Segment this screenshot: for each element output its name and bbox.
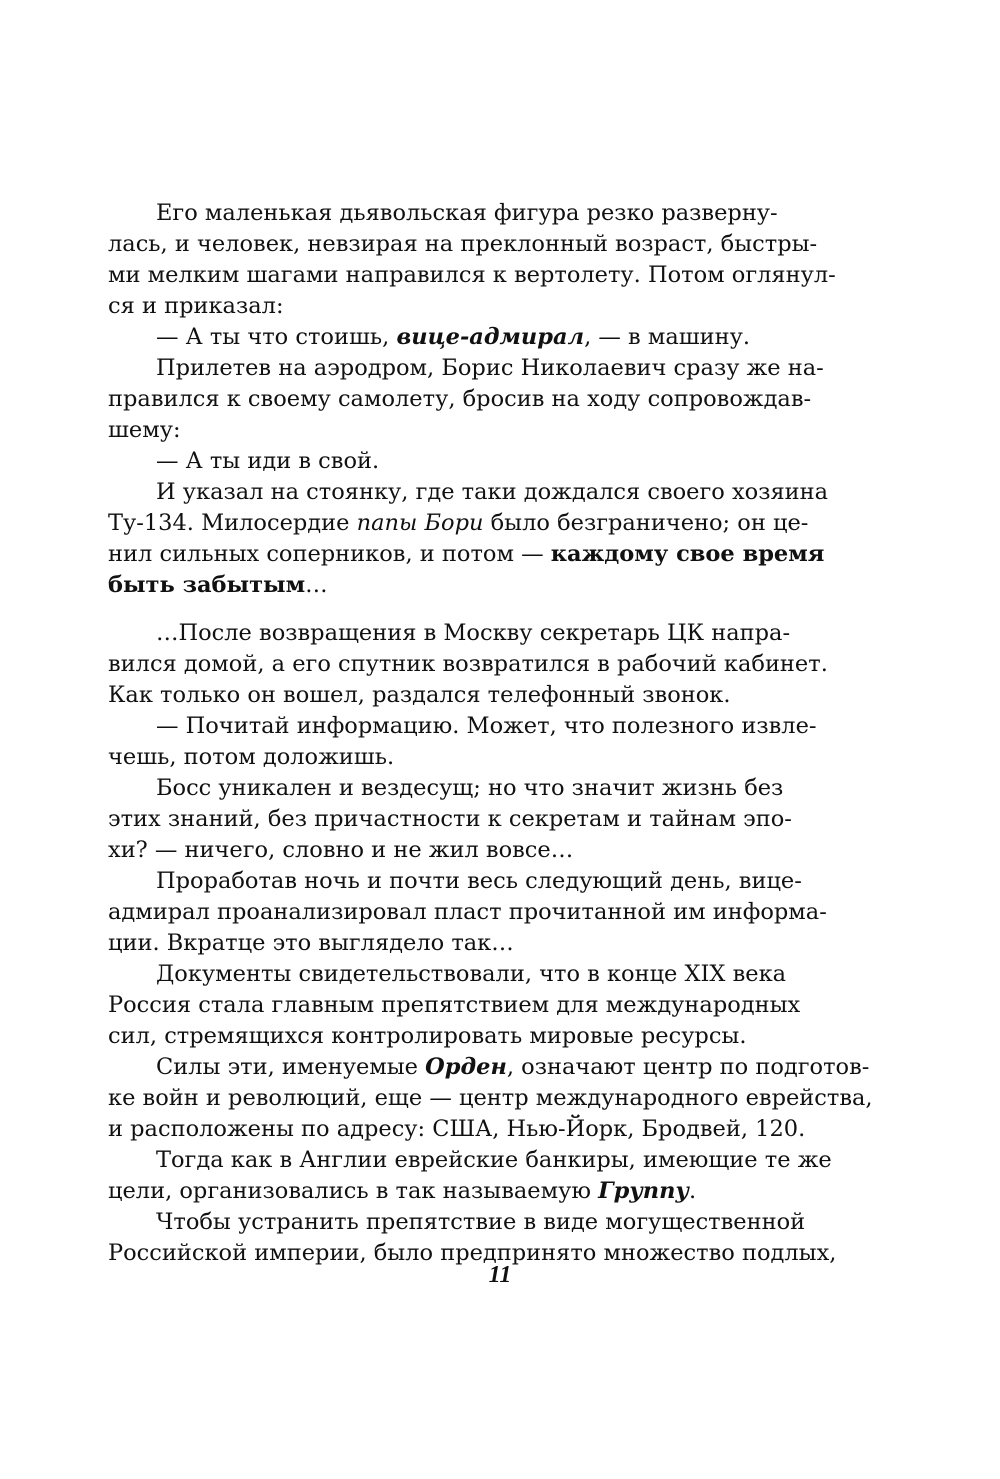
text-line: …После возвращения в Москву секретарь ЦК напра- bbox=[156, 620, 791, 646]
paragraph bbox=[108, 1052, 873, 1145]
paragraph bbox=[108, 711, 817, 773]
text-line bbox=[108, 1176, 748, 1207]
text-fragment: было безграничено; он це- bbox=[483, 510, 809, 536]
text-line: шему: bbox=[108, 417, 181, 443]
text-line: вился домой, а его спутник возвратился в рабочий кабинет. bbox=[108, 651, 828, 677]
text-line bbox=[108, 539, 825, 570]
text-fragment: цели, организовались в так называемую bbox=[108, 1178, 599, 1204]
paragraph bbox=[108, 322, 751, 353]
page-number: 11 bbox=[488, 1262, 512, 1288]
text-section-1 bbox=[108, 198, 836, 601]
text-line: Прилетев на аэродром, Борис Николаевич сразу же на- bbox=[156, 355, 824, 381]
text-line: этих знаний, без причастности к секретам и тайнам эпо- bbox=[108, 806, 792, 832]
text-line: Босс уникален и вездесущ; но что значит жизнь без bbox=[156, 775, 784, 801]
bold-text: каждому свое время bbox=[550, 541, 825, 567]
text-fragment: Ту-134. Милосердие bbox=[108, 510, 357, 536]
text-fragment: . bbox=[688, 1178, 697, 1204]
text-fragment: , — в машину. bbox=[584, 324, 751, 350]
text-line: И указал на стоянку, где таки дождался своего хозяина bbox=[156, 479, 829, 505]
text-line: Документы свидетельствовали, что в конце XIX века bbox=[156, 961, 787, 987]
paragraph bbox=[108, 1145, 832, 1207]
text-line: Российской империи, было предпринято множество подлых, bbox=[108, 1240, 837, 1266]
paragraph bbox=[108, 618, 828, 711]
text-fragment: нил сильных соперников, и потом — bbox=[108, 541, 551, 567]
paragraph bbox=[108, 477, 829, 601]
text-line: правился к своему самолету, бросив на ходу сопровождав- bbox=[108, 386, 812, 412]
text-line: ке войн и революций, еще — центр международного еврейства, bbox=[108, 1085, 873, 1111]
text-line: ся и приказал: bbox=[108, 293, 284, 319]
text-fragment: Силы эти, именуемые bbox=[156, 1054, 426, 1080]
paragraph bbox=[108, 1207, 837, 1269]
emphasis-text: вице-адмирал bbox=[396, 324, 585, 350]
text-line bbox=[108, 508, 809, 539]
paragraph bbox=[108, 773, 792, 866]
text-line: Тогда как в Англии еврейские банкиры, имеющие те же bbox=[156, 1147, 832, 1173]
text-line: лась, и человек, невзирая на преклонный возраст, быстры- bbox=[108, 231, 818, 257]
text-line bbox=[108, 1052, 870, 1083]
text-line: Чтобы устранить препятствие в виде могущественной bbox=[156, 1209, 806, 1235]
paragraph bbox=[108, 353, 824, 446]
text-line: Россия стала главным препятствием для международных bbox=[108, 992, 801, 1018]
text-line: ми мелким шагами направился к вертолету. Потом оглянул- bbox=[108, 262, 836, 288]
text-line: ции. Вкратце это выглядело так… bbox=[108, 930, 514, 956]
text-fragment: , означают центр по подготов- bbox=[506, 1054, 870, 1080]
text-line: адмирал проанализировал пласт прочитанной им информа- bbox=[108, 899, 827, 925]
text-line: Проработав ночь и почти весь следующий день, вице- bbox=[156, 868, 802, 894]
text-line bbox=[108, 570, 748, 601]
text-fragment: — А ты что стоишь, bbox=[156, 324, 397, 350]
emphasis-text: Группу bbox=[598, 1178, 689, 1204]
paragraph bbox=[108, 446, 748, 477]
text-line: Его маленькая дьявольская фигура резко разверну- bbox=[156, 200, 778, 226]
text-line: и расположены по адресу: США, Нью-Йорк, Бродвей, 120. bbox=[108, 1116, 806, 1142]
text-line bbox=[108, 322, 751, 353]
text-line: — Почитай информацию. Может, что полезного извле- bbox=[156, 713, 817, 739]
text-line: сил, стремящихся контролировать мировые ресурсы. bbox=[108, 1023, 747, 1049]
emphasis-text: Орден bbox=[425, 1054, 507, 1080]
paragraph bbox=[108, 198, 836, 322]
text-section-2 bbox=[108, 618, 873, 1269]
text-line: Как только он вошел, раздался телефонный звонок. bbox=[108, 682, 731, 708]
text-line: хи? — ничего, словно и не жил вовсе… bbox=[108, 837, 574, 863]
paragraph bbox=[108, 959, 801, 1052]
bold-text: быть забытым bbox=[108, 572, 306, 598]
text-fragment: … bbox=[305, 572, 328, 598]
text-line: чешь, потом доложишь. bbox=[108, 744, 395, 770]
text-line: — А ты иди в свой. bbox=[156, 448, 380, 474]
paragraph bbox=[108, 866, 827, 959]
emphasis-text: папы Бори bbox=[356, 510, 484, 536]
